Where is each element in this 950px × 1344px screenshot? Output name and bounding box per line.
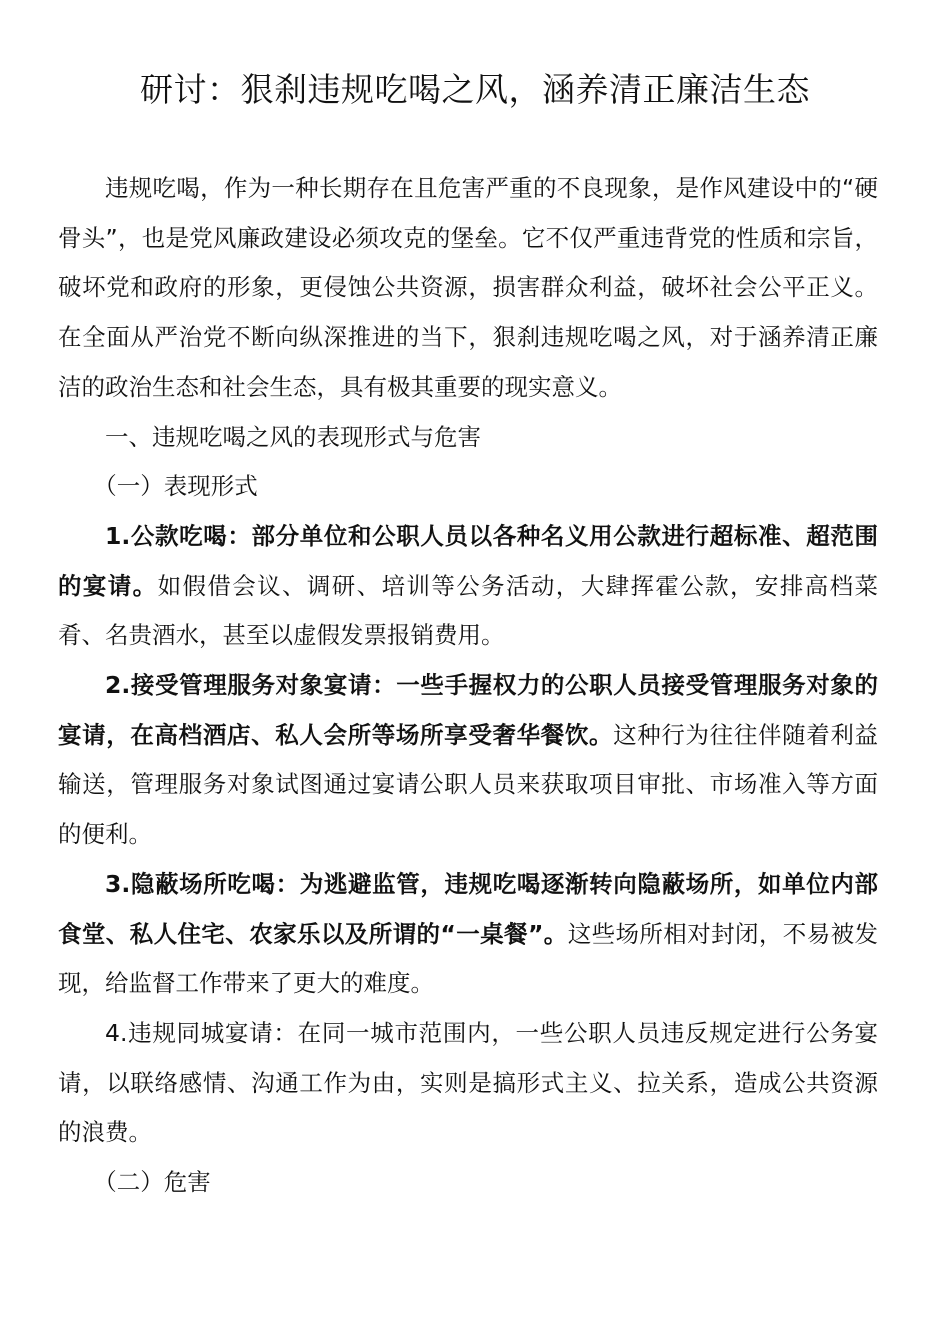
- section-heading: 一、违规吃喝之风的表现形式与危害: [105, 422, 481, 451]
- item-bold-lead: 1.公款吃喝：部分单位和公职人员以各种名义用公款进行超标准、超范围的宴请。: [58, 521, 878, 600]
- intro-paragraph: 违规吃喝，作为一种长期存在且危害严重的不良现象，是作风建设中的“硬骨头”，也是党风廉政建设必须攻克的堡垒。它不仅严重违背党的性质和宗旨，破坏党和政府的形象，更侵蚀公共资源，损害群众利益，破坏社会公平正义。在全面从严治党不断向纵深推进的当下，狠刹违规吃喝之风，对于涵养清正廉洁的政治生态和社会生态，具有极其重要的现实意义。: [58, 174, 878, 401]
- item-paragraph-4: [58, 1009, 878, 1158]
- subsection-heading-harms: （二）危害: [93, 1168, 211, 1197]
- item-bold-lead: 2.接受管理服务对象宴请：一些手握权力的公职人员接受管理服务对象的宴请，在高档酒店、私人会所等场所享受奢华餐饮。: [58, 671, 878, 749]
- document-body: [58, 164, 878, 1208]
- item-body-text: 这些场所相对封闭，不易被发现，给监督工作带来了更大的难度。: [58, 919, 879, 998]
- document-title: 研讨：狠刹违规吃喝之风，涵养清正廉洁生态: [140, 70, 810, 109]
- item-body-text: 如假借会议、调研、培训等公务活动，大肆挥霍公款，安排高档菜肴、名贵酒水，甚至以虚假发票报销费用。: [58, 571, 878, 650]
- item-paragraph-3: [58, 860, 878, 1009]
- item-body-text: 这种行为往往伴随着利益输送，管理服务对象试图通过宴请公职人员来获取项目审批、市场准入等方面的便利。: [58, 720, 879, 849]
- item-paragraph-1: [58, 512, 878, 661]
- item-paragraph-2: [58, 661, 878, 860]
- subsection-heading-forms: （一）表现形式: [93, 472, 258, 501]
- item-bold-lead: 3.隐蔽场所吃喝：为逃避监管，违规吃喝逐渐转向隐蔽场所，如单位内部食堂、私人住宅、农家乐以及所谓的“一桌餐”。: [58, 869, 878, 948]
- item-body-text: 4.违规同城宴请：在同一城市范围内，一些公职人员违反规定进行公务宴请，以联络感情、沟通工作为由，实则是搞形式主义、拉关系，造成公共资源的浪费。: [58, 1018, 878, 1147]
